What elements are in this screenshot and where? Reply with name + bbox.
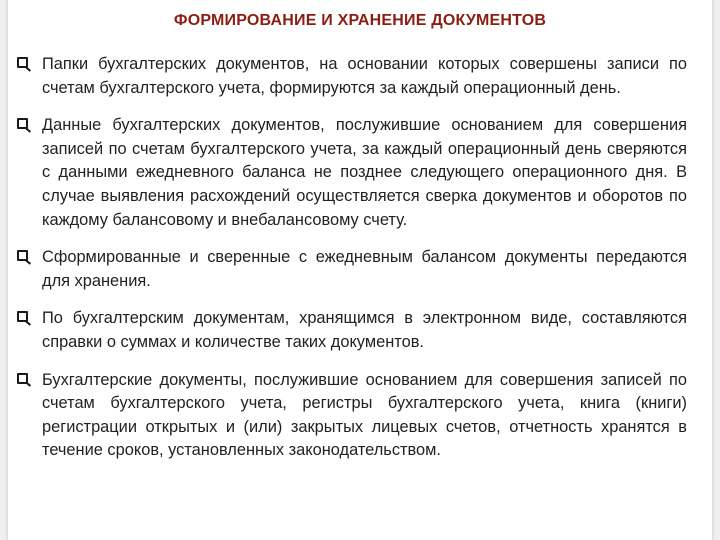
list-item-text: Бухгалтерские документы, послужившие основанием для совершения записей по счетам бухгалтерского учета, регистры бухгалтерского учета, книга (книги) регистрации открытых и (или) закрытых лицевых счетов, отчетность хранятся в течение сроков, установленных законодательством.	[42, 370, 687, 460]
checkbox-bullet-icon	[17, 250, 28, 261]
list-item	[17, 369, 687, 463]
list-item-text: Папки бухгалтерских документов, на основании которых совершены записи по счетам бухгалтерского учета, формируются за каждый операционный день.	[42, 55, 687, 97]
checkbox-bullet-icon	[17, 311, 28, 322]
list-item	[17, 53, 687, 100]
list-item-text: Сформированные и сверенные с ежедневным балансом документы передаются для хранения.	[42, 248, 687, 290]
list-item-text: Данные бухгалтерских документов, послужившие основанием для совершения записей по счетам бухгалтерского учета, за каждый операционный день сверяются с данными ежедневного баланса не позднее следующего операционного дня. В случае выявления расхождений осуществляется сверка документов и оборотов по каждому балансовому и внебалансовому счету.	[42, 116, 687, 229]
checkbox-bullet-icon	[17, 373, 28, 384]
list-item	[17, 114, 687, 232]
checkbox-bullet-icon	[17, 57, 28, 68]
list-item	[17, 246, 687, 293]
checkbox-bullet-icon	[17, 118, 28, 129]
bullet-list	[17, 53, 687, 477]
list-item	[17, 307, 687, 354]
list-item-text: По бухгалтерским документам, хранящимся в электронном виде, составляются справки о суммах и количестве таких документов.	[42, 309, 687, 351]
slide-title: ФОРМИРОВАНИЕ И ХРАНЕНИЕ ДОКУМЕНТОВ	[173, 12, 547, 29]
